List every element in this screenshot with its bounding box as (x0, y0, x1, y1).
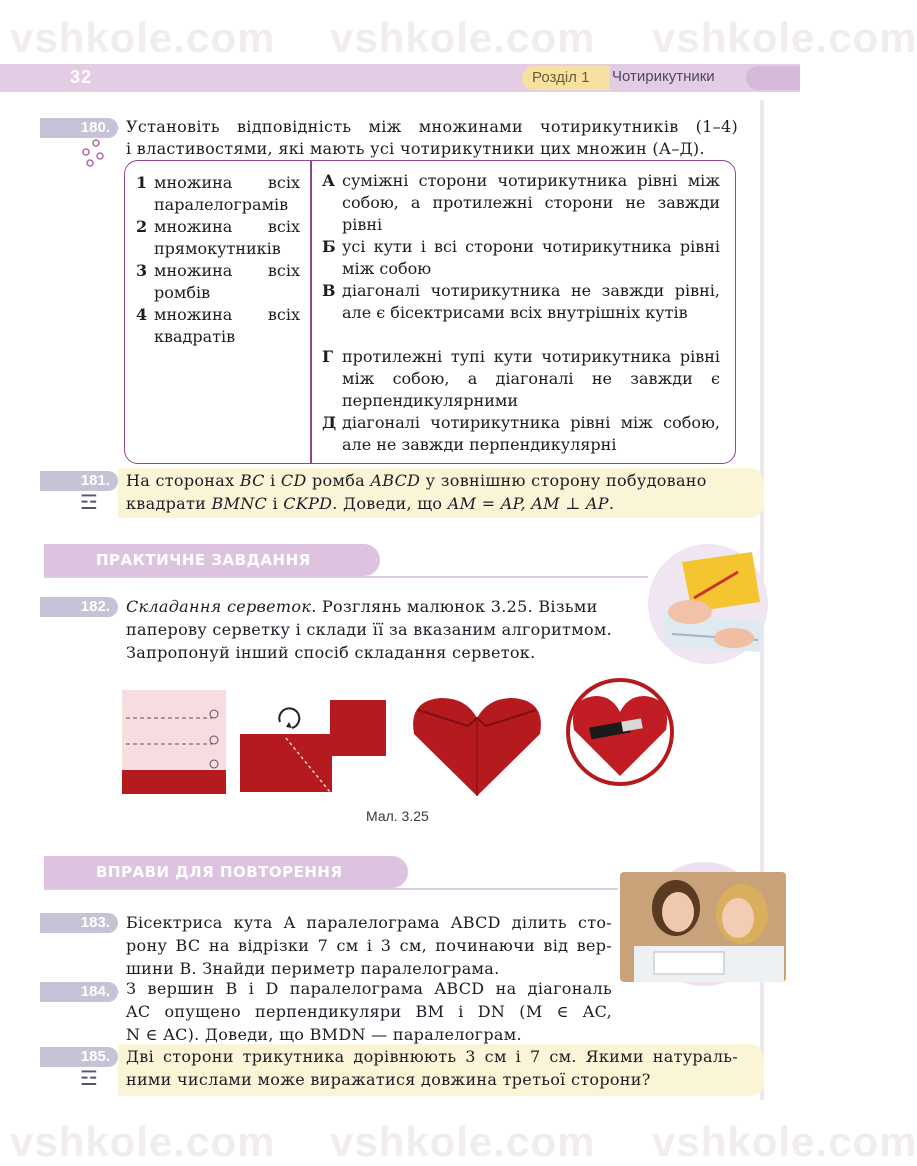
watermark: vshkole.com (652, 1118, 917, 1165)
practical-underline (44, 576, 648, 578)
watermark: vshkole.com (10, 14, 276, 61)
header-tail (746, 66, 800, 90)
property-letter: Б (322, 237, 336, 256)
chapter-title: Чотирикутники (612, 68, 715, 85)
napkin-step-1 (122, 690, 226, 794)
practical-heading: ПРАКТИЧНЕ ЗАВДАННЯ (44, 544, 380, 576)
property-letter: Д (322, 413, 337, 432)
task-183-line-1: Бісектриса кута A паралелограма ABCD ділить сто- (126, 913, 612, 932)
task-number-183: 183. (40, 913, 118, 933)
students-photo (614, 858, 786, 986)
property-text: суміжні сторони чотирикутника рівні між собою, а протилежні сторони не завжди рівні (342, 171, 720, 234)
task-182-line-3: Запропонуй інший спосіб складання серветок. (126, 643, 536, 662)
hands-drawing-photo (642, 542, 770, 668)
set-item-number: 3 (136, 261, 148, 280)
set-item-number: 4 (136, 305, 148, 324)
task-182-line-1: Складання серветок. Розглянь малюнок 3.25. Візьми (126, 597, 598, 616)
watermark: vshkole.com (330, 1118, 596, 1165)
set-item-text: множина всіх паралелограмів (154, 173, 300, 214)
watermark: vshkole.com (330, 14, 596, 61)
property-letter: Г (322, 347, 334, 366)
proof-icon: ☲ (80, 490, 98, 514)
section-label: Розділ 1 (522, 66, 610, 90)
property-text: діагоналі чотирикутника не завжди рівні, але є бісектрисами всіх внутрішніх кутів (342, 281, 720, 322)
napkin-step-2 (240, 700, 390, 794)
task-number-185: 185. (40, 1047, 118, 1067)
task-180-line-1: Установіть відповідність між множинами чотирикутників (1–4) (126, 117, 738, 136)
task-181-line-2: квадрати BMNC і CKPD. Доведи, що AM = AP, AM ⊥ AP. (126, 494, 615, 513)
task-181-line-1: На сторонах BC і CD ромба ABCD у зовнішню сторону побудовано (126, 471, 707, 490)
napkin-heart-photo (560, 676, 680, 786)
task-number-180: 180. (40, 118, 118, 138)
task-183-line-3: шини B. Знайди периметр паралелограма. (126, 959, 500, 978)
task-number-182: 182. (40, 597, 118, 617)
proof-icon: ☲ (80, 1066, 98, 1090)
task-185-line-1: Дві сторони трикутника дорівнюють 3 см і 7 см. Якими натураль- (126, 1047, 738, 1066)
property-letter: В (322, 281, 336, 300)
task-184-line-1: З вершин B і D паралелограма ABCD на діагональ (126, 979, 612, 998)
property-text: діагоналі чотирикутника рівні між собою, але не завжди перпендикулярні (342, 413, 720, 454)
review-underline (44, 888, 618, 890)
figure-caption: Мал. 3.25 (366, 808, 429, 824)
set-item-text: множина всіх квадратів (154, 305, 300, 346)
task-182-line-2: паперову серветку і склади її за вказаним алгоритмом. (126, 620, 613, 639)
set-item-number: 1 (136, 173, 148, 192)
set-item-text: множина всіх прямокутників (154, 217, 300, 258)
napkin-step-3-heart (408, 690, 546, 800)
task-number-181: 181. (40, 471, 118, 491)
matching-table-divider (310, 161, 312, 463)
property-letter: А (322, 171, 336, 190)
task-184-line-3: N ∈ AC). Доведи, що BMDN — паралелограм. (126, 1025, 522, 1044)
property-text: усі кути і всі сторони чотирикутника рівні між собою (342, 237, 720, 278)
watermark: vshkole.com (652, 14, 917, 61)
task-180-line-2: і властивостями, які мають усі чотирикутники цих множин (А–Д). (126, 139, 705, 158)
task-185-line-2: ними числами може виражатися довжина третьої сторони? (126, 1070, 651, 1089)
review-heading: ВПРАВИ ДЛЯ ПОВТОРЕННЯ (44, 856, 408, 888)
group-work-icon (78, 138, 108, 174)
task-number-184: 184. (40, 982, 118, 1002)
set-item-number: 2 (136, 217, 148, 236)
page-number: 32 (70, 67, 93, 87)
watermark: vshkole.com (10, 1118, 276, 1165)
set-item-text: множина всіх ромбів (154, 261, 300, 302)
property-text: протилежні тупі кути чотирикутника рівні між собою, а діагоналі не завжди є перпендикулярними (342, 347, 720, 410)
task-183-line-2: рону BC на відрізки 7 см і 3 см, починаючи від вер- (126, 936, 612, 955)
task-184-line-2: AC опущено перпендикуляри BM і DN (M ∈ AC, (126, 1002, 612, 1021)
